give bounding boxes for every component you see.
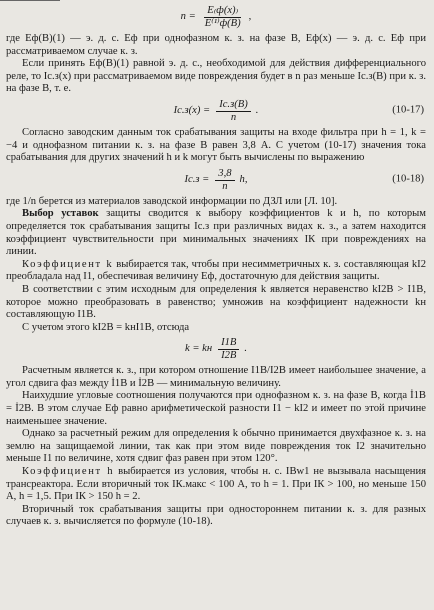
formula-denominator: E⁽¹⁾ф(B) <box>204 18 241 29</box>
paragraph-4: где 1/n берется из материалов заводской информации по ДЗЛ или [Л. 10]. <box>6 195 338 207</box>
paragraph-9: Расчетным является к. з., при котором отношение I1B/I2B имеет наибольшее значение, а угол сдвига фаз между İ1B и İ2B — минимальную величину. <box>6 365 426 389</box>
formula-numerator: 3,8 <box>215 168 234 181</box>
formula-numerator: I1B <box>218 337 239 350</box>
equation-number: (10-18) <box>392 173 424 185</box>
formula-tail: h, <box>239 173 248 185</box>
paragraph-2: Если принять Eф(B)(1) равной э. д. с., необходимой для действия дифференциального реле, то Iс.з(x) при рассматриваемом виде повреждения будет в n раз меньше Iс.з(B) при к. з. на фазе B, т. е. <box>6 58 426 95</box>
formula-lhs: Iс.з(x) = <box>173 105 211 117</box>
formula-lhs: Iс.з = <box>184 173 210 185</box>
formula-tail: . <box>255 105 259 117</box>
paragraph-10: Наихудшие угловые соотношения получаются при однофазном к. з. на фазе B, когда İ1B = İ2B. В этом случае Eф равно арифметической разности I1 − kI2 и имеет по этой причине наименьшее значение. <box>6 390 426 427</box>
formula-fraction <box>202 5 244 30</box>
formula-denominator: n <box>230 111 237 123</box>
page-top-edge <box>0 0 60 4</box>
paragraph-6-lead: Коэффициент k <box>22 258 114 270</box>
paragraph-11: Однако за расчетный режим для определения k обычно принимается двухфазное к. з. на землю на защищаемой линии, так как при этом виде повреждения ток I2 значительно меньше I1 по величине, хотя сдвиг фаз равен при этом 120°. <box>6 428 426 465</box>
formula-10-18 <box>6 168 426 193</box>
paragraph-13: Вторичный ток срабатывания защиты при одностороннем питании к. з. для разных случаев к. з. вычисляется по формуле (10-18). <box>6 503 426 528</box>
formula-denominator: I2B <box>221 350 237 362</box>
formula-fraction <box>218 337 239 362</box>
paragraph-12-body: выбирается из условия, чтобы н. с. IBw1 не вызывала насыщения трансреактора. Если вторичный ток IК.макс < 100 А, то h = 1. При IК > 100, но меньше 150 А, h = 1,5. При IК > 150 h = 2. <box>6 466 426 503</box>
paragraph-6 <box>6 259 426 284</box>
formula-fraction <box>215 168 234 193</box>
paragraph-8: С учетом этого kI2B = kнI1B, отсюда <box>22 321 190 333</box>
formula-fraction <box>216 99 251 124</box>
paragraph-12-lead: Коэффициент h <box>22 466 115 478</box>
formula-tail: . <box>244 343 248 355</box>
equation-number: (10-17) <box>392 105 424 117</box>
formula-k <box>6 337 426 362</box>
formula-tail: , <box>248 11 252 23</box>
paragraph-1: где Eф(B)(1) — э. д. с. Eф при однофазном к. з. на фазе B, Eф(x) — э. д. с. Eф при рассматриваемом случае к. з. <box>6 33 426 57</box>
paragraph-7: В соответствии с этим исходным для определения k является неравенство kI2B > I1B, которое можно преобразовать в равенство; умножив на коэффициент надежности kн составляющую I1B. <box>6 283 426 321</box>
paragraph-5-lead: Выбор уставок <box>22 208 99 220</box>
formula-denominator: n <box>222 180 228 192</box>
formula-n-ratio <box>6 5 426 30</box>
paragraph-3: Согласно заводским данным ток срабатывания защиты на входе фильтра при h = 1, k = −4 и однофазном питании к. з. на фазе B равен 3,8 А. С учетом (10-17) значения тока срабатывания для других значений h и k могут быть вычислены по выражению <box>6 126 426 164</box>
formula-numerator: Iс.з(B) <box>216 99 251 112</box>
formula-10-17 <box>6 99 426 124</box>
formula-numerator: E₍ф(x)₎ <box>204 5 241 18</box>
paragraph-12 <box>6 466 426 504</box>
formula-lhs: k = kн <box>184 343 213 355</box>
paragraph-5 <box>6 208 426 258</box>
paragraph-6-body: выбирается так, чтобы при несимметричных к. з. составляющая kI2 преобладала над I1, обеспечивая величину Eф, достаточную для действия защиты. <box>6 258 426 283</box>
formula-lhs: n = <box>180 11 196 23</box>
paragraph-5-body: защиты сводится к выбору коэффициентов k и h, по которым определяется ток срабатывания защиты Iс.з при различных видах к. з., а затем находится коэффициент чувствительности при минимальных значениях IК при повреждениях на линии. <box>6 208 426 258</box>
